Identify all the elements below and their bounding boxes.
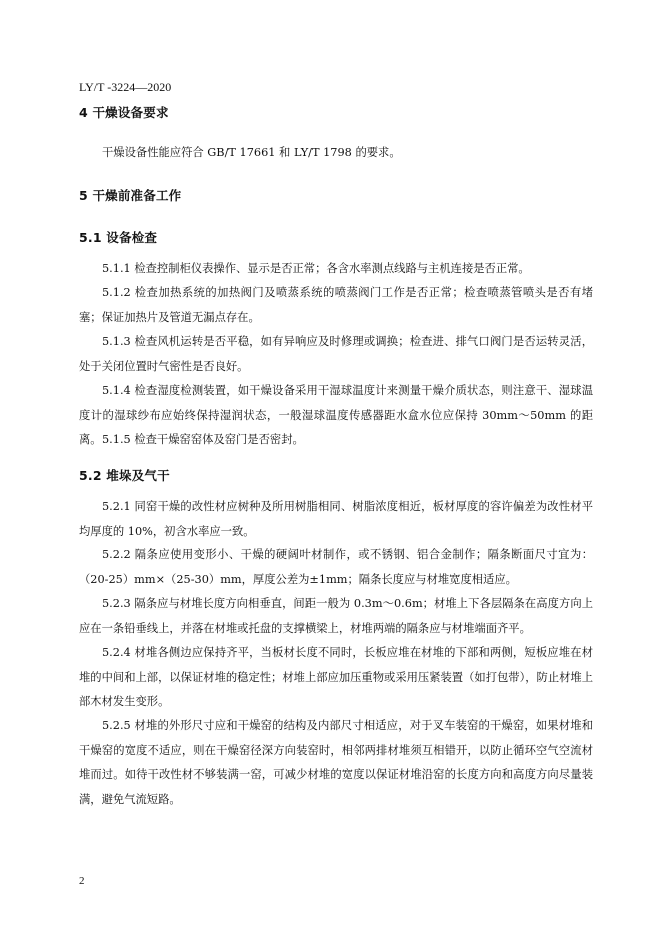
para-5-1-1: 5.1.1 检查控制柜仪表操作、显示是否正常；各含水率测点线路与主机连接是否正常。 (102, 262, 530, 275)
para-5-1-3: 5.1.3 检查风机运转是否平稳，如有异响应及时修理或调换；检查进、排气口阀门是否运转灵活，处于关闭位置时气密性是否良好。 (79, 335, 593, 373)
para-5-2-1: 5.2.1 同窑干燥的改性材应树种及所用树脂相同、树脂浓度相近，板材厚度的容许偏差为改性材平均厚度的 10%，初含水率应一致。 (79, 500, 593, 538)
para-5-1-4: 5.1.4 检查湿度检测装置，如干燥设备采用干湿球温度计来测量干燥介质状态，则注意干、湿球温度计的湿球纱布应始终保持湿润状态，一般湿球温度传感器距水盒水位应保持 30mm～50mm 的距离。 (79, 384, 593, 447)
section-5-1-heading: 5.1 设备检查 (79, 230, 158, 245)
para-5-2-2: 5.2.2 隔条应使用变形小、干燥的硬阔叶材制作，或不锈钢、铝合金制作；隔条断面尺寸宜为：（20-25）mm×（25-30）mm，厚度公差为±1mm；隔条长度应与材堆宽度相适应。 (79, 548, 593, 586)
section-4-heading: 4 干燥设备要求 (79, 105, 169, 120)
page-number: 2 (79, 875, 85, 887)
standard-number: LY/T -3224—2020 (79, 80, 172, 94)
para-5-1-5: 5.1.5 检查干燥窑窑体及窑门是否密封。 (102, 433, 304, 446)
para-5-2-4: 5.2.4 材堆各侧边应保持齐平，当板材长度不同时，长板应堆在材堆的下部和两侧，短板应堆在材堆的中间和上部，以保证材堆的稳定性；材堆上部应加压重物或采用压紧装置（如打包带），防止材堆上部木材发生变形。 (79, 646, 594, 709)
para-5-2-3: 5.2.3 隔条应与材堆长度方向相垂直，间距一般为 0.3m～0.6m；材堆上下各层隔条在高度方向上应在一条铅垂线上，并落在材堆或托盘的支撑横梁上，材堆两端的隔条应与材堆端面齐平。 (79, 597, 593, 635)
section-5-heading: 5 干燥前准备工作 (79, 188, 182, 203)
para-5-2-5: 5.2.5 材堆的外形尺寸应和干燥窑的结构及内部尺寸相适应，对于叉车装窑的干燥窑，如果材堆和干燥窑的宽度不适应，则在干燥窑径深方向装窑时，相邻两排材堆须互相错开，以防止循环空气空流材堆而过。如待干改性材不够装满一窑，可减少材堆的宽度以保证材堆沿窑的长度方向和高度方向尽量装满，避免气流短路。 (79, 719, 593, 806)
section-4-paragraph: 干燥设备性能应符合 GB/T 17661 和 LY/T 1798 的要求。 (102, 146, 401, 159)
para-5-1-2: 5.1.2 检查加热系统的加热阀门及喷蒸系统的喷蒸阀门工作是否正常；检查喷蒸管喷头是否有堵塞；保证加热片及管道无漏点存在。 (79, 286, 593, 324)
section-5-2-heading: 5.2 堆垛及气干 (79, 468, 170, 483)
